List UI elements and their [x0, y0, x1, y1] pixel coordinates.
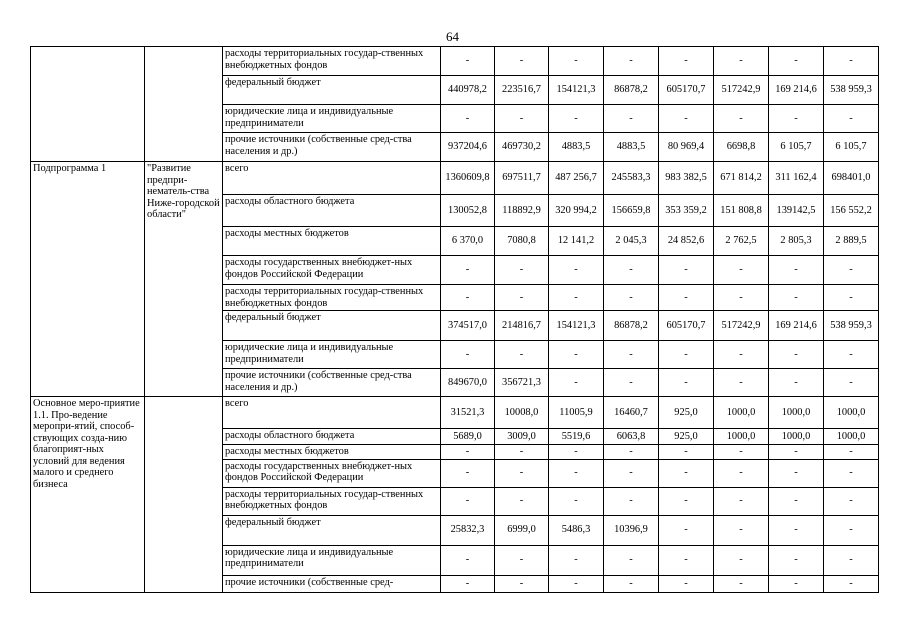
- value-cell: 6999,0: [495, 515, 549, 545]
- value-cell: 154121,3: [549, 311, 604, 341]
- value-cell: -: [659, 545, 714, 575]
- funding-source-label: федеральный бюджет: [223, 311, 441, 341]
- value-cell: -: [769, 459, 824, 487]
- program-name-cell: Основное меро-приятие 1.1. Про-ведение меропри-ятий, способ-ствующих созда-нию благоприят-ных условий для ведения малого и среднего бизнеса: [31, 397, 145, 593]
- value-cell: -: [824, 487, 879, 515]
- table-row: [31, 162, 879, 195]
- value-cell: -: [714, 445, 769, 460]
- funding-source-label: всего: [223, 162, 441, 195]
- value-cell: -: [495, 341, 549, 369]
- value-cell: 311 162,4: [769, 162, 824, 195]
- value-cell: 698401,0: [824, 162, 879, 195]
- value-cell: -: [495, 105, 549, 133]
- value-cell: -: [659, 459, 714, 487]
- value-cell: -: [441, 445, 495, 460]
- funding-source-label: расходы местных бюджетов: [223, 227, 441, 256]
- value-cell: -: [769, 341, 824, 369]
- value-cell: 6063,8: [604, 429, 659, 445]
- value-cell: -: [604, 105, 659, 133]
- value-cell: -: [769, 47, 824, 76]
- funding-source-label: расходы областного бюджета: [223, 429, 441, 445]
- funding-source-label: прочие источники (собственные сред-ства населения и др.): [223, 369, 441, 397]
- program-description-cell: [145, 397, 223, 593]
- value-cell: -: [769, 369, 824, 397]
- funding-source-label: расходы местных бюджетов: [223, 445, 441, 460]
- funding-source-label: федеральный бюджет: [223, 515, 441, 545]
- value-cell: -: [824, 256, 879, 285]
- value-cell: -: [769, 515, 824, 545]
- funding-source-label: расходы государственных внебюджет-ных фондов Российской Федерации: [223, 459, 441, 487]
- value-cell: -: [549, 256, 604, 285]
- value-cell: -: [824, 459, 879, 487]
- value-cell: 925,0: [659, 429, 714, 445]
- value-cell: -: [659, 47, 714, 76]
- value-cell: -: [714, 369, 769, 397]
- value-cell: 10008,0: [495, 397, 549, 429]
- funding-source-label: прочие источники (собственные сред-: [223, 575, 441, 592]
- value-cell: -: [549, 575, 604, 592]
- value-cell: -: [549, 545, 604, 575]
- value-cell: 356721,3: [495, 369, 549, 397]
- value-cell: 151 808,8: [714, 195, 769, 227]
- value-cell: -: [441, 545, 495, 575]
- value-cell: -: [659, 256, 714, 285]
- value-cell: -: [549, 445, 604, 460]
- value-cell: 31521,3: [441, 397, 495, 429]
- program-name-cell: [31, 47, 145, 162]
- value-cell: 6698,8: [714, 133, 769, 162]
- value-cell: 440978,2: [441, 76, 495, 105]
- value-cell: -: [604, 341, 659, 369]
- value-cell: -: [824, 285, 879, 311]
- value-cell: -: [659, 575, 714, 592]
- value-cell: -: [659, 515, 714, 545]
- value-cell: -: [714, 341, 769, 369]
- value-cell: -: [604, 47, 659, 76]
- value-cell: 937204,6: [441, 133, 495, 162]
- program-name-cell: Подпрограмма 1: [31, 162, 145, 397]
- value-cell: 487 256,7: [549, 162, 604, 195]
- value-cell: 605170,7: [659, 311, 714, 341]
- value-cell: 4883,5: [549, 133, 604, 162]
- value-cell: -: [495, 47, 549, 76]
- value-cell: -: [714, 575, 769, 592]
- value-cell: -: [604, 487, 659, 515]
- value-cell: -: [824, 575, 879, 592]
- value-cell: 245583,3: [604, 162, 659, 195]
- value-cell: -: [824, 105, 879, 133]
- value-cell: -: [769, 487, 824, 515]
- value-cell: -: [549, 341, 604, 369]
- value-cell: 10396,9: [604, 515, 659, 545]
- value-cell: -: [604, 459, 659, 487]
- value-cell: -: [769, 105, 824, 133]
- program-description-cell: [145, 47, 223, 162]
- funding-source-label: расходы территориальных государ-ственных внебюджетных фондов: [223, 285, 441, 311]
- value-cell: -: [824, 47, 879, 76]
- value-cell: -: [769, 545, 824, 575]
- value-cell: -: [441, 256, 495, 285]
- value-cell: -: [549, 369, 604, 397]
- value-cell: 156659,8: [604, 195, 659, 227]
- value-cell: -: [769, 285, 824, 311]
- value-cell: -: [441, 105, 495, 133]
- value-cell: 2 805,3: [769, 227, 824, 256]
- value-cell: 7080,8: [495, 227, 549, 256]
- value-cell: -: [604, 545, 659, 575]
- value-cell: 154121,3: [549, 76, 604, 105]
- value-cell: -: [824, 341, 879, 369]
- value-cell: 605170,7: [659, 76, 714, 105]
- value-cell: 1360609,8: [441, 162, 495, 195]
- value-cell: 353 359,2: [659, 195, 714, 227]
- value-cell: 1000,0: [769, 397, 824, 429]
- value-cell: 16460,7: [604, 397, 659, 429]
- value-cell: 80 969,4: [659, 133, 714, 162]
- value-cell: -: [824, 545, 879, 575]
- value-cell: -: [659, 445, 714, 460]
- value-cell: 849670,0: [441, 369, 495, 397]
- value-cell: 156 552,2: [824, 195, 879, 227]
- funding-source-label: юридические лица и индивидуальные предприниматели: [223, 341, 441, 369]
- value-cell: -: [604, 369, 659, 397]
- funding-source-label: расходы территориальных государ-ственных внебюджетных фондов: [223, 47, 441, 76]
- value-cell: 4883,5: [604, 133, 659, 162]
- value-cell: 86878,2: [604, 311, 659, 341]
- value-cell: 169 214,6: [769, 311, 824, 341]
- value-cell: 12 141,2: [549, 227, 604, 256]
- value-cell: -: [604, 256, 659, 285]
- value-cell: -: [549, 487, 604, 515]
- value-cell: 139142,5: [769, 195, 824, 227]
- value-cell: -: [441, 459, 495, 487]
- value-cell: 11005,9: [549, 397, 604, 429]
- value-cell: 2 889,5: [824, 227, 879, 256]
- value-cell: 214816,7: [495, 311, 549, 341]
- value-cell: -: [495, 256, 549, 285]
- value-cell: -: [549, 459, 604, 487]
- funding-source-label: расходы областного бюджета: [223, 195, 441, 227]
- value-cell: 374517,0: [441, 311, 495, 341]
- value-cell: -: [714, 256, 769, 285]
- funding-source-label: расходы территориальных государ-ственных внебюджетных фондов: [223, 487, 441, 515]
- value-cell: -: [549, 105, 604, 133]
- value-cell: 5519,6: [549, 429, 604, 445]
- value-cell: 24 852,6: [659, 227, 714, 256]
- value-cell: 538 959,3: [824, 311, 879, 341]
- value-cell: -: [495, 575, 549, 592]
- value-cell: 2 762,5: [714, 227, 769, 256]
- value-cell: -: [495, 545, 549, 575]
- value-cell: 469730,2: [495, 133, 549, 162]
- value-cell: 983 382,5: [659, 162, 714, 195]
- value-cell: -: [495, 487, 549, 515]
- value-cell: -: [549, 47, 604, 76]
- value-cell: 671 814,2: [714, 162, 769, 195]
- value-cell: 1000,0: [824, 429, 879, 445]
- value-cell: 118892,9: [495, 195, 549, 227]
- value-cell: -: [441, 341, 495, 369]
- value-cell: 538 959,3: [824, 76, 879, 105]
- funding-source-label: расходы государственных внебюджет-ных фондов Российской Федерации: [223, 256, 441, 285]
- funding-source-label: юридические лица и индивидуальные предприниматели: [223, 545, 441, 575]
- value-cell: -: [441, 575, 495, 592]
- value-cell: -: [714, 105, 769, 133]
- value-cell: -: [441, 285, 495, 311]
- value-cell: -: [824, 445, 879, 460]
- value-cell: -: [714, 285, 769, 311]
- value-cell: -: [495, 445, 549, 460]
- value-cell: 5689,0: [441, 429, 495, 445]
- budget-table: [30, 46, 879, 593]
- value-cell: -: [714, 459, 769, 487]
- page-number: 64: [446, 29, 459, 44]
- value-cell: -: [769, 256, 824, 285]
- value-cell: -: [549, 285, 604, 311]
- value-cell: -: [495, 285, 549, 311]
- value-cell: 5486,3: [549, 515, 604, 545]
- value-cell: 169 214,6: [769, 76, 824, 105]
- value-cell: -: [824, 515, 879, 545]
- value-cell: -: [769, 575, 824, 592]
- value-cell: -: [714, 47, 769, 76]
- value-cell: 25832,3: [441, 515, 495, 545]
- value-cell: 3009,0: [495, 429, 549, 445]
- table-row: [31, 397, 879, 429]
- value-cell: 6 105,7: [769, 133, 824, 162]
- value-cell: -: [659, 341, 714, 369]
- funding-source-label: прочие источники (собственные сред-ства населения и др.): [223, 133, 441, 162]
- value-cell: -: [659, 369, 714, 397]
- value-cell: 1000,0: [769, 429, 824, 445]
- value-cell: -: [604, 575, 659, 592]
- value-cell: 1000,0: [714, 397, 769, 429]
- value-cell: 2 045,3: [604, 227, 659, 256]
- value-cell: 1000,0: [714, 429, 769, 445]
- program-description-cell: "Развитие предпри-нематель-ства Ниже-городской области": [145, 162, 223, 397]
- value-cell: 925,0: [659, 397, 714, 429]
- value-cell: 1000,0: [824, 397, 879, 429]
- value-cell: -: [714, 515, 769, 545]
- value-cell: -: [495, 459, 549, 487]
- value-cell: 86878,2: [604, 76, 659, 105]
- value-cell: -: [604, 445, 659, 460]
- value-cell: 517242,9: [714, 76, 769, 105]
- value-cell: 697511,7: [495, 162, 549, 195]
- value-cell: -: [659, 487, 714, 515]
- value-cell: 6 370,0: [441, 227, 495, 256]
- value-cell: -: [604, 285, 659, 311]
- value-cell: 320 994,2: [549, 195, 604, 227]
- value-cell: 223516,7: [495, 76, 549, 105]
- value-cell: -: [659, 105, 714, 133]
- value-cell: -: [441, 47, 495, 76]
- value-cell: -: [769, 445, 824, 460]
- value-cell: -: [659, 285, 714, 311]
- value-cell: -: [824, 369, 879, 397]
- value-cell: 6 105,7: [824, 133, 879, 162]
- value-cell: -: [714, 487, 769, 515]
- value-cell: 517242,9: [714, 311, 769, 341]
- value-cell: -: [714, 545, 769, 575]
- funding-source-label: федеральный бюджет: [223, 76, 441, 105]
- value-cell: -: [441, 487, 495, 515]
- value-cell: 130052,8: [441, 195, 495, 227]
- funding-source-label: всего: [223, 397, 441, 429]
- funding-source-label: юридические лица и индивидуальные предприниматели: [223, 105, 441, 133]
- table-row: [31, 47, 879, 76]
